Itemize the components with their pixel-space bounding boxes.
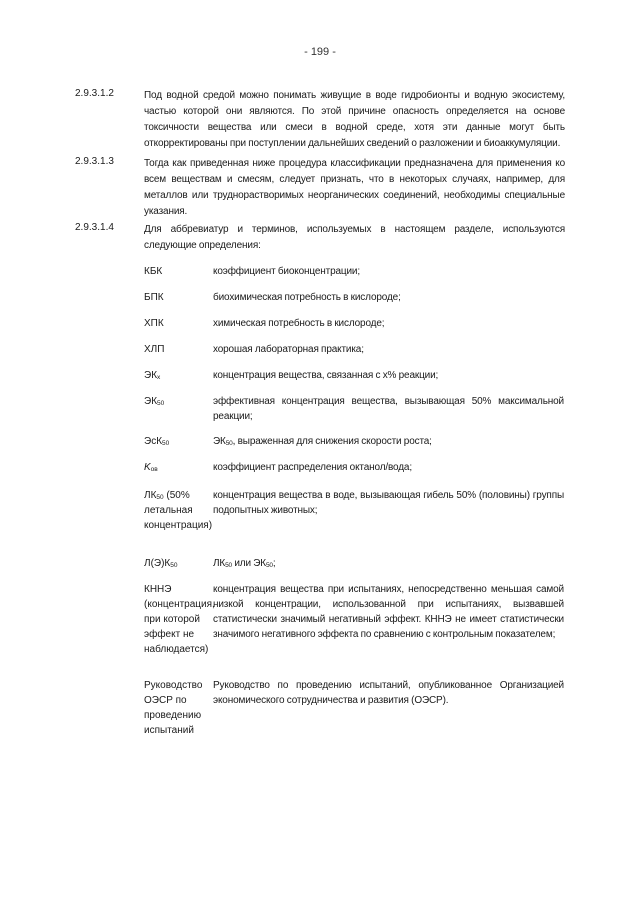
definition-esk50	[144, 434, 564, 449]
definition-kow	[144, 460, 564, 475]
definition-text: концентрация вещества, связанная с x% реакции;	[213, 370, 439, 381]
definition-text: $ЭК_{50}$, выраженная для снижения скорости роста;	[213, 436, 432, 447]
definition-le-k50	[144, 556, 564, 571]
definition-term: ЭсК$_{50}$	[144, 436, 170, 447]
definition-term: КННЭ (концентрация, при которой эффект не наблюдается)	[144, 584, 215, 655]
definition-text: концентрация вещества в воде, вызывающая гибель 50% (половины) группы подопытных животных;	[213, 490, 564, 516]
definition-hpk	[144, 316, 564, 331]
page-number: - 199 -	[304, 46, 336, 58]
paragraph-2-9-3-1-2	[75, 88, 565, 152]
paragraph-2-9-3-1-4	[75, 222, 565, 254]
paragraph-number: 2.9.3.1.4	[75, 222, 114, 233]
definition-term: $Л(Э)К_{50}$	[144, 558, 178, 569]
definition-ekx	[144, 368, 564, 383]
definition-text: Руководство по проведению испытаний, опубликованное Организацией экономического сотрудничества и развития (ОЭСР).	[213, 680, 564, 706]
definition-hlp	[144, 342, 564, 357]
definition-term: $ЭК_{50}$	[144, 396, 165, 407]
definition-text: хорошая лабораторная практика;	[213, 344, 364, 355]
definition-term: ХПК	[144, 318, 164, 329]
definition-ek50	[144, 394, 564, 424]
definition-kbk	[144, 264, 564, 279]
paragraph-text: Для аббревиатур и терминов, используемых в настоящем разделе, используются следующие определения:	[144, 224, 565, 251]
definition-term: Руководство ОЭСР по проведению испытаний	[144, 680, 203, 736]
definition-text: эффективная концентрация вещества, вызывающая 50% максимальной реакции;	[213, 396, 564, 422]
paragraph-number: 2.9.3.1.3	[75, 156, 114, 167]
definition-term: БПК	[144, 292, 164, 303]
definition-text: концентрация вещества при испытаниях, непосредственно меньшая самой низкой концентрации, использованной при испытаниях, вызвавшей статистически значимый негативный эффект. КННЭ не имеет статистически значимого негативного эффекта по сравнению с контрольным показателем;	[213, 584, 564, 640]
definition-knne	[144, 582, 564, 655]
paragraph-text: Тогда как приведенная ниже процедура классификации предназначена для применения ко всем веществам и смесям, следует признать, что в некоторых случаях, например, для металлов или труднорастворимых неорганических соединений, необходимы специальные указания.	[144, 158, 565, 217]
definition-oecd-guidelines	[144, 678, 564, 736]
definition-term: $ЭК_x$	[144, 370, 161, 381]
definition-text: коэффициент биоконцентрации;	[213, 266, 360, 277]
paragraph-2-9-3-1-3	[75, 156, 565, 220]
definition-term: ХЛП	[144, 344, 165, 355]
definition-term: $K_{ов}$	[144, 462, 158, 473]
definition-text: химическая потребность в кислороде;	[213, 318, 385, 329]
paragraph-text: Под водной средой можно понимать живущие в воде гидробионты и водную экосистему, частью которой они являются. По этой причине опасность определяется на основе токсичности вещества или смеси в водной среде, хотя эти данные могут быть откорректированы при поступлении дальнейших сведений о разложении и биоаккумуляции.	[144, 90, 565, 149]
definition-text: $ЛК_{50}$ или $ЭК_{50}$;	[213, 558, 276, 569]
definition-text: биохимическая потребность в кислороде;	[213, 292, 401, 303]
definition-text: коэффициент распределения октанол/вода;	[213, 462, 412, 473]
definition-term: $ЛК_{50}$ (50% летальная концентрация)	[144, 490, 213, 531]
definition-term: КБК	[144, 266, 163, 277]
paragraph-number: 2.9.3.1.2	[75, 88, 114, 99]
definition-bpk	[144, 290, 564, 305]
definition-lk50	[144, 488, 564, 531]
